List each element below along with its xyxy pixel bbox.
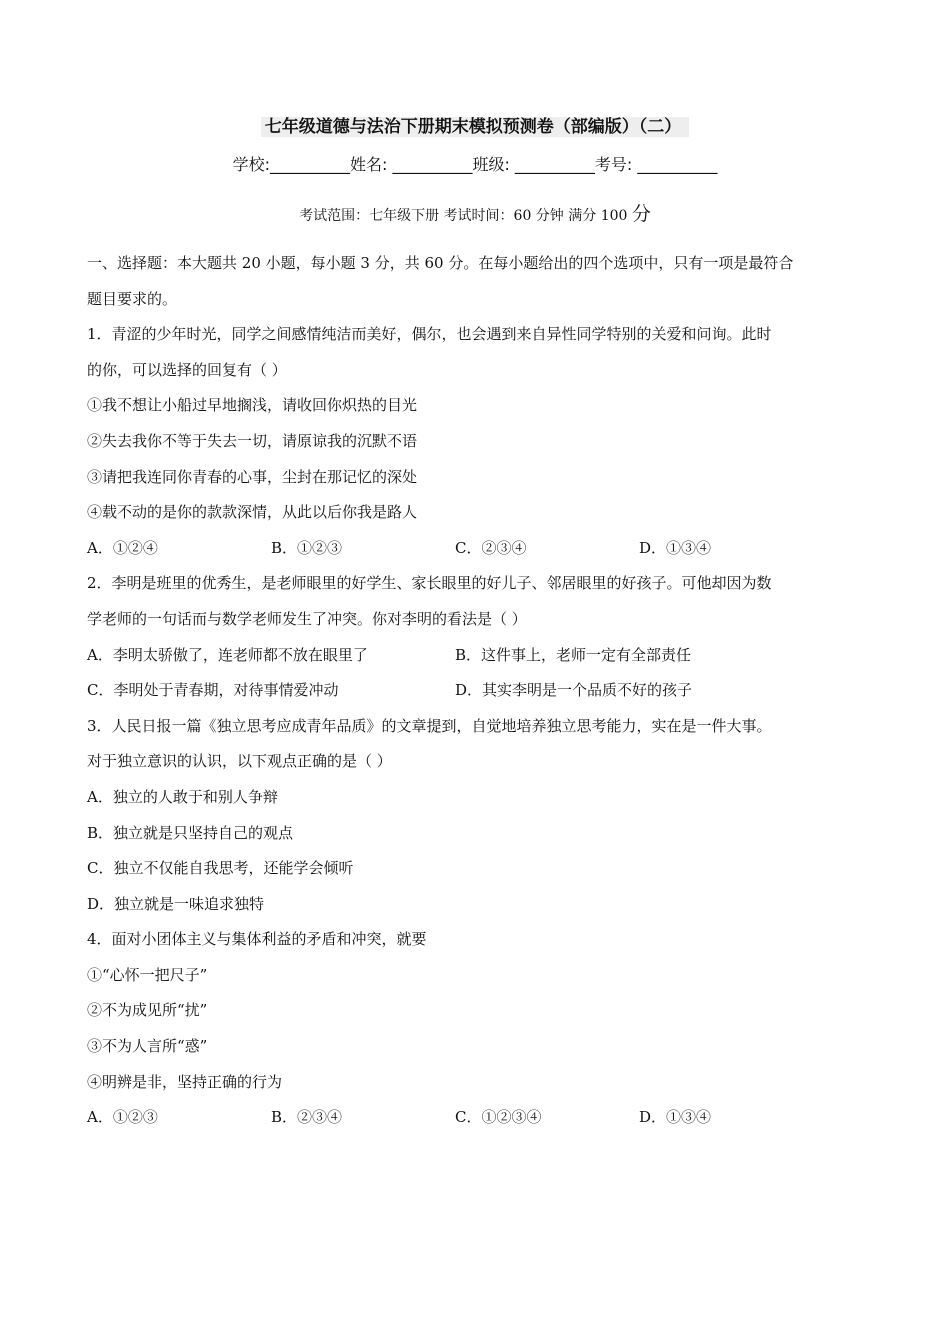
question-1-stem-cont: 的你，可以选择的回复有（ ） [87, 360, 287, 379]
question-2-option-d: D．其实李明是一个品质不好的孩子 [455, 681, 693, 700]
question-1-stem: 1．青涩的少年时光，同学之间感情纯洁而美好，偶尔，也会遇到来自异性同学特别的关爱和问询。此时 [87, 325, 772, 344]
question-4-item: ①“心怀一把尺子” [87, 965, 208, 984]
question-4-options [87, 1107, 867, 1143]
question-4-stem: 4．面对小团体主义与集体利益的矛盾和冲突，就要 [87, 930, 427, 949]
question-3-option-b: B．独立就是只坚持自己的观点 [87, 823, 294, 842]
question-4-item: ④明辨是非，坚持正确的行为 [87, 1072, 283, 1091]
question-2-option-b: B．这件事上，老师一定有全部责任 [455, 645, 692, 664]
question-2-stem: 2．李明是班里的优秀生，是老师眼里的好学生、家长眼里的好儿子、邻居眼里的好孩子。可他却因为数 [87, 574, 772, 593]
exam-range-text: 考试范围：七年级下册 考试时间：60 分钟 满分 100 [299, 208, 632, 224]
section-instruction: 一、选择题：本大题共 20 小题，每小题 3 分，共 60 分。在每小题给出的四个选项中，只有一项是最符合 [87, 254, 794, 272]
question-1-item: ①我不想让小船过早地搁浅，请收回你炽热的目光 [87, 396, 418, 415]
question-2-stem-cont: 学老师的一句话而与数学老师发生了冲突。你对李明的看法是（ ） [87, 609, 527, 628]
question-2-options-row-2 [87, 680, 867, 716]
question-1-item: ③请把我连同你青春的心事，尘封在那记忆的深处 [87, 467, 418, 486]
question-4-item: ③不为人言所“惑” [87, 1037, 208, 1056]
question-2-options-row-1 [87, 645, 867, 681]
student-info-line: 学校:__________姓名: __________班级: __________考号: __________ [232, 155, 718, 174]
question-3-stem-cont: 对于独立意识的认识，以下观点正确的是（ ） [87, 752, 392, 771]
question-1-item: ②失去我你不等于失去一切，请原谅我的沉默不语 [87, 431, 418, 450]
question-1-item: ④载不动的是你的款款深情，从此以后你我是路人 [87, 503, 418, 522]
question-1-option-c: C．②③④ [455, 538, 527, 557]
exam-title [0, 115, 950, 139]
question-1-options [87, 538, 867, 574]
question-2-option-a: A．李明太骄傲了，连老师都不放在眼里了 [87, 645, 368, 664]
question-4-option-a: A．①②③ [87, 1108, 158, 1127]
question-1-option-d: D．①③④ [639, 538, 712, 557]
exam-range-line [0, 202, 950, 228]
section-instruction-cont: 题目要求的。 [87, 289, 178, 308]
question-1-option-b: B．①②③ [271, 538, 343, 557]
question-3-option-d: D．独立就是一味追求独特 [87, 894, 265, 913]
question-3-option-a: A．独立的人敢于和别人争辩 [87, 787, 278, 806]
question-1-option-a: A．①②④ [87, 538, 158, 557]
exam-title-text: 七年级道德与法治下册期末模拟预测卷（部编版）（二） [261, 117, 690, 137]
question-3-option-c: C．独立不仅能自我思考，还能学会倾听 [87, 859, 354, 878]
question-4-option-d: D．①③④ [639, 1108, 712, 1127]
question-3-stem: 3．人民日报一篇《独立思考应成青年品质》的文章提到，自觉地培养独立思考能力，实在是一件大事。 [87, 716, 772, 735]
question-4-option-c: C．①②③④ [455, 1108, 542, 1127]
exam-range-unit: 分 [631, 203, 651, 225]
question-4-option-b: B．②③④ [271, 1108, 343, 1127]
question-2-option-c: C．李明处于青春期，对待事情爱冲动 [87, 681, 339, 700]
question-4-item: ②不为成见所“扰” [87, 1001, 208, 1020]
exam-content [87, 253, 867, 1143]
